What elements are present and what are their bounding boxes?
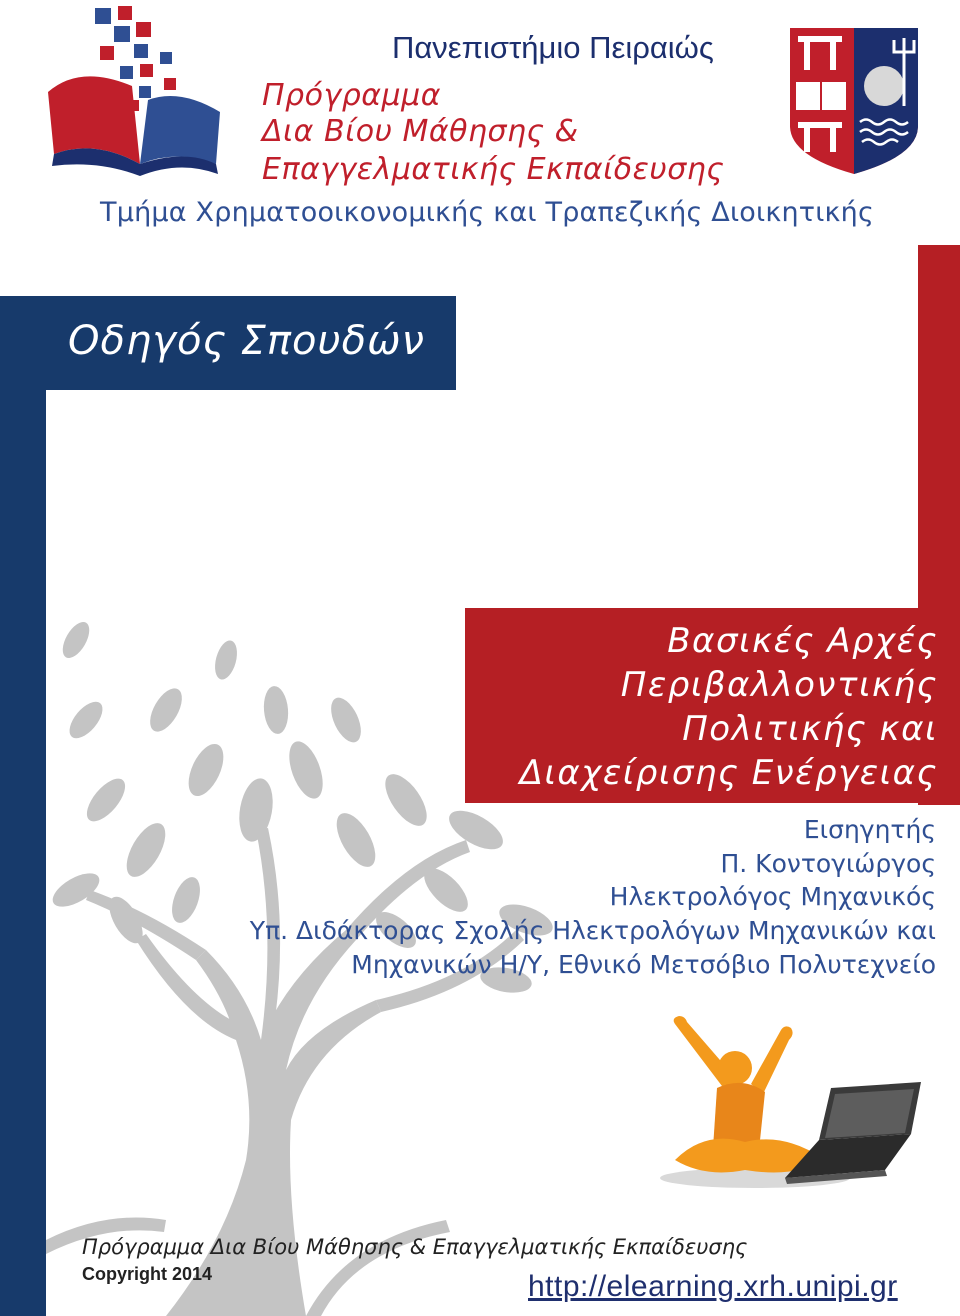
footer-program: Πρόγραμμα Δια Βίου Μάθησης & Επαγγελματικής Εκπαίδευσης bbox=[82, 1235, 748, 1259]
elearning-link[interactable]: http://elearning.xrh.unipi.gr bbox=[528, 1270, 898, 1303]
program-line-1: Πρόγραμμα bbox=[262, 78, 441, 113]
lecturer-name: Π. Κοντογιώργος bbox=[720, 849, 936, 878]
course-title-line-2: Περιβαλλοντικής bbox=[620, 665, 938, 705]
lecturer-title: Ηλεκτρολόγος Μηχανικός bbox=[609, 882, 936, 911]
blue-frame-bar bbox=[0, 296, 46, 1316]
footer-copyright: Copyright 2014 bbox=[82, 1264, 213, 1284]
program-line-3: Επαγγελματικής Εκπαίδευσης bbox=[262, 152, 725, 187]
course-title-line-1: Βασικές Αρχές bbox=[667, 621, 938, 661]
department-name: Τμήμα Χρηματοοικονομικής και Τραπεζικής Διοικητικής bbox=[100, 197, 875, 228]
lecturer-label: Εισηγητής bbox=[803, 815, 936, 844]
guide-title: Οδηγός Σπουδών bbox=[68, 318, 425, 364]
university-name: Πανεπιστήμιο Πειραιώς bbox=[392, 30, 714, 65]
course-title-line-4: Διαχείρισης Ενέργειας bbox=[519, 753, 938, 793]
lecturer-affiliation-1: Υπ. Διδάκτορας Σχολής Ηλεκτρολόγων Μηχανικών και bbox=[249, 916, 936, 945]
cheering-person-laptop-icon bbox=[635, 1010, 935, 1195]
program-line-2: Δια Βίου Μάθησης & bbox=[262, 114, 579, 149]
course-title-line-3: Πολιτικής και bbox=[682, 709, 938, 749]
university-crest-icon bbox=[788, 26, 920, 176]
lifelong-learning-logo bbox=[40, 4, 230, 179]
lecturer-affiliation-2: Μηχανικών Η/Υ, Εθνικό Μετσόβιο Πολυτεχνείο bbox=[351, 950, 936, 979]
